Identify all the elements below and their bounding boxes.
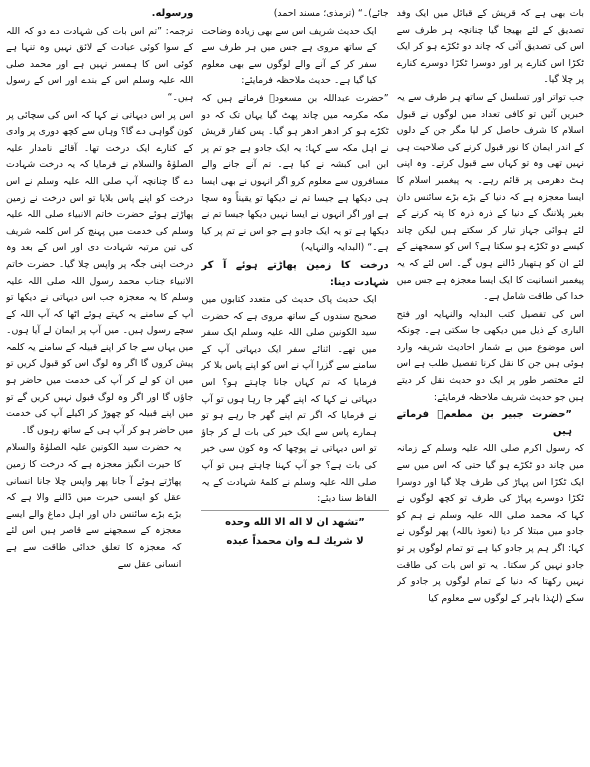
paragraph-second-hadith-intro: ایک حدیث شریف اس سے بھی زیادہ وضاحت کے ساتھ مروی ہے جس میں ہر طرف سے سفر کر کے آنے والے لوگوں سے بھی معلوم کیا گیا ہے۔ حدیث ملاحظہ فرمایئے: (201, 25, 377, 87)
paragraph-hadith-ibn-masud: ”حضرت عبداللہ بن مسعودؓ فرماتے ہیں کہ مکہ مکرمہ میں چاند پھٹ گیا یہاں تک کہ دو ٹکڑے ہو کر ادھر ادھر ہو گیا۔ پس کفار قریش نے اہل مکہ سے کہا: یہ ایک جادو ہے جو تم پر ابن ابی کبشہ نے کیا ہے۔ تم آنے جانے والے مسافروں سے معلوم کرو اگر انہوں نے بھی ایسا ہی دیکھا ہے جیسا تم نے دیکھا تو یقیناً وہ سچا ہے اور اگر انہوں نے ایسا نہیں دیکھا جیسا تم نے دیکھا ہے تو یہ ایک جادو ہے جو اس نے تم پر کیا ہے۔“ (البدایہ والنہایہ) (201, 92, 389, 254)
divider (201, 510, 388, 511)
narrator-jubair: ”حضرت جبیر بن مطعمؓ فرماتے ہیں (396, 409, 572, 437)
paragraph-moon-split-delegation: بات بھی ہے کہ قریش کے قبائل میں ایک وفد تصدیق کے لئے بھیجا گیا چنانچہ ہر طرف سے اس کی تصدیق آئی کہ چاند دو ٹکڑے ہو کر ایک ٹکڑا اس کنارے پر اور دوسرا ٹکڑا دوسرے کنارے پر چلا گیا۔ (396, 8, 584, 86)
column-middle (201, 6, 388, 763)
paragraph-tree-miracle: اس پر اس دیہاتی نے کہا کہ اس کی سچائی پر کون گواہی دے گا؟ وہاں سے کچھ دوری پر وادی کے کنارے ایک درخت تھا۔ آقائے نامدار علیہ الصلوٰۃ والسلام نے فرمایا کہ یہ درخت شہادت دے گا چنانچہ آپ صلی اللہ علیہ وسلم نے اس درخت کو اپنے پاس بلایا تو اس درخت نے زمین پھاڑتے ہوئے حضرت خاتم الانبیاء صلی اللہ علیہ وسلم کی خدمت میں پہنچ کر اس کلمہ شریف کی تین مرتبہ شہادت دی اور اس کے بعد وہ درخت اپنی جگہ پر واپس چلا گیا۔ حضرت خاتم الانبیاء جناب محمد رسول اللہ صلی اللہ علیہ وسلم کا یہ معجزہ جب اس دیہاتی نے دیکھا تو آپ کے سامنے یہ کہتے ہوئے اٹھا کہ آپ اللہ کے سچے رسول ہیں۔ میں آپ پر ایمان لے آیا ہوں۔ میں یہاں سے جا کر اپنے قبیلہ کے سامنے یہ کلمہ پیش کروں گا اگر وہ لوگ اس کو قبول کریں تو میں ان کو لے کر آپ کی خدمت میں حاضر ہو جاؤں گا اور اگر وہ لوگ قبول نہیں کریں گے تو میں اپنے قبیلہ کو چھوڑ کر اکیلے آپ کی خدمت میں حاضر ہو کر آپ ہی کے ساتھ رہوں گا۔ (6, 109, 194, 436)
column-left (6, 6, 193, 763)
paragraph-hadith-jubair: کہ رسول اکرم صلی اللہ علیہ وسلم کے زمانہ میں چاند دو ٹکڑے ہو گیا حتی کہ اس میں سے ایک ٹکڑا اس پہاڑ کی طرف چلا گیا اور دوسرا ٹکڑا دوسرے پہاڑ کی طرف تو کچھ لوگوں نے کہا کہ محمد صلی اللہ علیہ وسلم نے ہم کو جادو میں مبتلا کر دیا (نعوذ باللہ) پھر لوگوں نے کہا: اگر ہم پر جادو کیا ہے تو تمام لوگوں پر تو جادو نہیں کر سکتا۔ یہ تو اس بات کی طاقت نہیں رکھتا کہ دنیا کے تمام لوگوں پر جادو کر سکے (لہٰذا باہر کے لوگوں سے معلوم کیا (396, 443, 584, 604)
shahadat-line-1: ”تشهد ان لا اله الا الله وحده (225, 516, 365, 528)
paragraph-hadith-reference: اس کی تفصیل کتب البدایہ والنہایہ اور فتح الباری کے ذیل میں دیکھی جا سکتی ہے۔ چونکہ اس موضوع میں بے شمار احادیث شریفہ وارد ہوئی ہیں جن کا نقل کرنا تفصیل طلب ہے اس لئے مختصر طور پر ایک دو حدیث نقل کر دیتے ہیں جو حدیث شریف ملاحظہ فرمایئے: (396, 308, 584, 403)
paragraph-miracle-commentary: یہ حضرت سید الکونین علیہ الصلوٰۃ والسلام کا حیرت انگیز معجزہ ہے کہ درخت کا زمین پھاڑتے ہوئے آ جانا پھر واپس چلا جانا انسانی عقل کو ایسی حیرت میں ڈالنے والا ہے کہ بڑے بڑے سائنس داں اور اہل دماغ والے ایسے معجزہ کے سمجھنے سے قاصر ہیں اس لئے کہ معجزہ کا تعلق خدائی طاقت سے ہے انسانی عقل سے (6, 442, 182, 570)
paragraph-tirmidhi-reference: جائے)۔“ (ترمذی؛ مسند احمد) (273, 8, 389, 19)
shahadat-line-2: لا شريك لـه وان محمداً عبده (226, 535, 364, 547)
paragraph-acceptance-of-islam: جب تواتر اور تسلسل کے ساتھ ہر طرف سے یہ خبریں آئیں تو کافی تعداد میں لوگوں نے قبول اسلام کا شرف حاصل کر لیا مگر جن کے دلوں کے اندر ایمان کا نور قبول کرنے کی صلاحیت ہی نہیں تھی وہ تو کہاں سے قبول کرتے۔ وہ اپنی ہٹ دھرمی پر قائم رہے۔ یہ پیغمبر اسلام کا ایسا معجزہ ہے کہ دنیا کے بڑے بڑے سائنس دان بغیر پلاننگ کے دنیا کے ذرہ ذرہ کا پتہ کرنے کے لئے ہوائی جہاز تیار کر سکتے ہیں لیکن چاند کیسے دو ٹکڑے ہو سکتا ہے؟ اس کو سمجھنے کے لئے ان کو ہتھیار ڈالنے ہوں گے۔ اس لئے کہ یہ پیغمبر انسانیت کا ایک ایسا معجزہ ہے جس میں خدا کی طاقت شامل ہے۔ (396, 91, 584, 303)
section-heading-tree-testimony: درخت کا زمین پھاڑتے ہوئے آ کر شہادت دینا: (201, 259, 389, 288)
paragraph-translation: ترجمہ: ”تم اس بات کی شہادت دے دو کہ اللہ کے سوا کوئی عبادت کے لائق نہیں وہ تنہا ہے کوئی اس کا ہمسر نہیں ہے اور محمد صلی اللہ علیہ وسلم اس کے بندے اور اس کے رسول ہیں۔“ (6, 25, 194, 103)
paragraph-villager-story: ایک حدیث پاک حدیث کی متعدد کتابوں میں صحیح سندوں کے ساتھ مروی ہے کہ حضرت سید الکونین صلی اللہ علیہ وسلم ایک سفر میں تھے۔ اثنائے سفر ایک دیہاتی آپ کے سامنے سے گزرا آپ نے اس کو اپنے پاس بلا کر فرمایا کہ تم کہاں جانا چاہتے ہو؟ اس دیہاتی نے کہا کہ اپنے گھر جا رہا ہوں تو آپ نے فرمایا کہ اگر تم اپنے گھر جا رہے ہو تو ہمارے پاس سے ایک خیر کی بات لے کر جاؤ تو اس دیہاتی نے پوچھا کہ وہ کون سی خیر کی بات ہے؟ جو آپ کہنا چاہتے ہیں تو آپ صلی اللہ علیہ وسلم نے کلمۂ شہادت کے یہ الفاظ سنا دیئے: (201, 294, 377, 505)
column-right (397, 6, 584, 763)
shahadat-continuation: ورسوله. (151, 8, 194, 19)
